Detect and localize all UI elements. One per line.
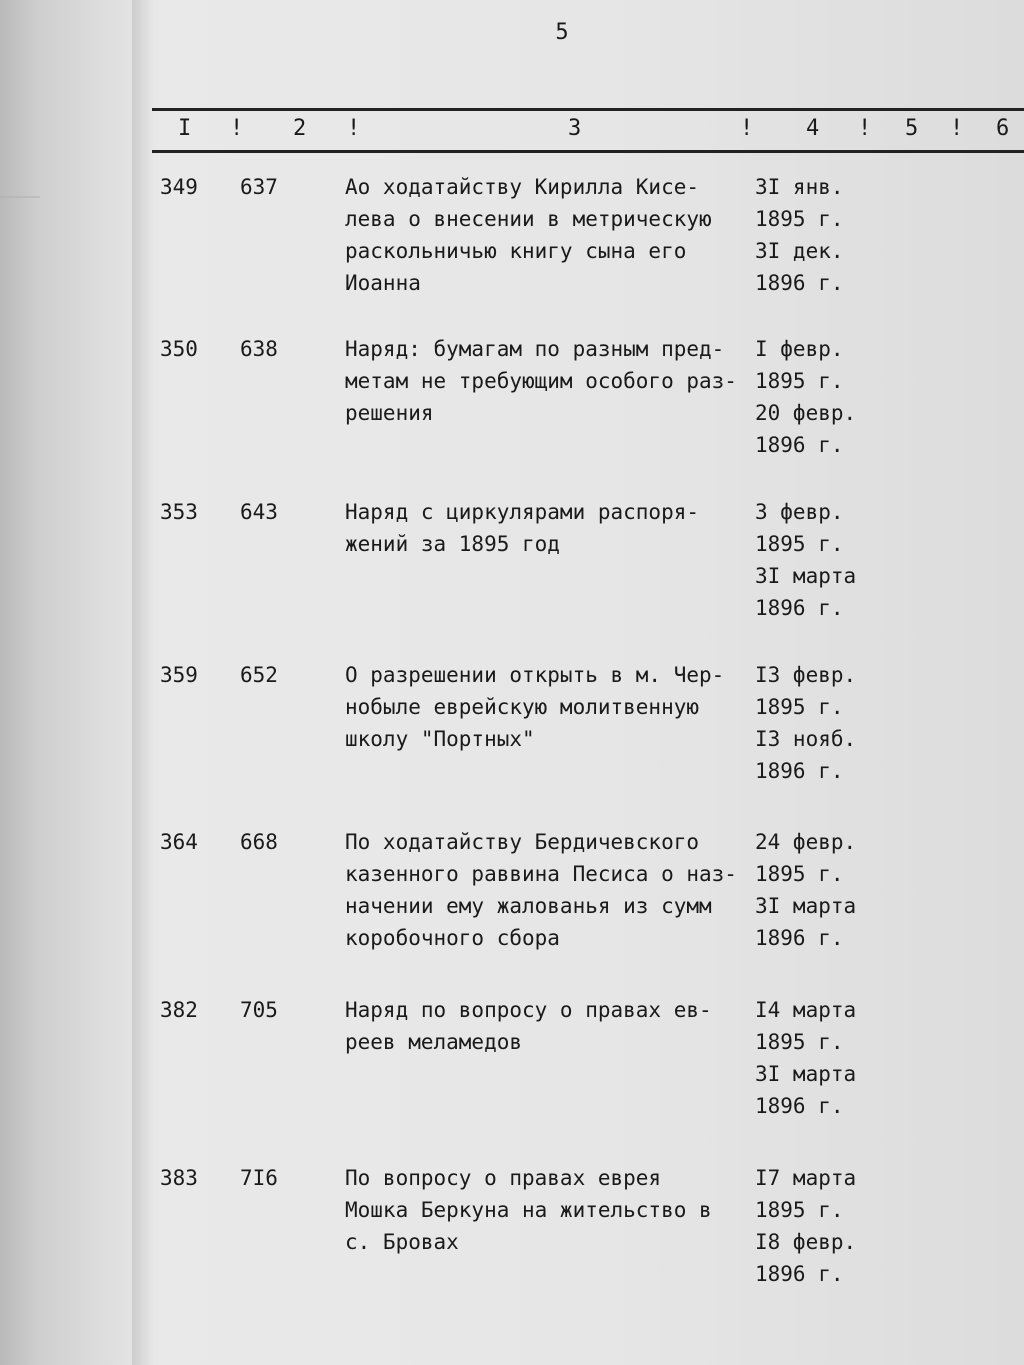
record-number: 353: [160, 500, 198, 524]
title-line: раскольничью книгу сына его: [345, 239, 687, 263]
record-title: [345, 659, 755, 755]
title-line: метам не требующим особого раз-: [345, 369, 737, 393]
title-line: решения: [345, 401, 434, 425]
date-line: I8 февр.: [755, 1230, 857, 1254]
record-title: [345, 496, 755, 560]
date-line: 1896 г.: [755, 1094, 844, 1118]
file-number: 652: [240, 663, 278, 687]
record-dates: [755, 659, 885, 787]
date-line: I7 марта: [755, 1166, 857, 1190]
title-line: начении ему жалованья из сумм: [345, 894, 712, 918]
date-line: 3I марта: [755, 1062, 857, 1086]
header-rule-top: [152, 108, 1024, 111]
title-line: Наряд по вопросу о правах ев-: [345, 998, 712, 1022]
date-line: 1895 г.: [755, 1198, 844, 1222]
date-line: 1895 г.: [755, 862, 844, 886]
title-line: Наряд с циркулярами распоря-: [345, 500, 700, 524]
record-number: 350: [160, 337, 198, 361]
date-line: I3 февр.: [755, 663, 857, 687]
date-line: I3 нояб.: [755, 727, 857, 751]
record-number: 349: [160, 175, 198, 199]
file-number: 7I6: [240, 1166, 278, 1190]
date-line: 1896 г.: [755, 759, 844, 783]
page-number: 5: [555, 20, 569, 45]
title-line: О разрешении открыть в м. Чер-: [345, 663, 725, 687]
title-line: Наряд: бумагам по разным пред-: [345, 337, 725, 361]
date-line: 1896 г.: [755, 271, 844, 295]
date-line: 3 февр.: [755, 500, 844, 524]
record-title: [345, 333, 755, 429]
file-number: 638: [240, 337, 278, 361]
header-separator: !: [950, 116, 964, 141]
record-dates: [755, 333, 885, 461]
title-line: школу "Портных": [345, 727, 535, 751]
title-line: По ходатайству Бердичевского: [345, 830, 700, 854]
header-col-2: 2: [293, 116, 307, 141]
date-line: I февр.: [755, 337, 844, 361]
record-dates: [755, 826, 885, 954]
header-separator: !: [740, 116, 754, 141]
date-line: 1895 г.: [755, 695, 844, 719]
file-number: 668: [240, 830, 278, 854]
header-col-1: I: [178, 116, 192, 141]
date-line: I4 марта: [755, 998, 857, 1022]
record-dates: [755, 496, 885, 624]
file-number: 643: [240, 500, 278, 524]
date-line: 3I дек.: [755, 239, 844, 263]
header-col-4: 4: [806, 116, 820, 141]
date-line: 20 февр.: [755, 401, 857, 425]
record-title: [345, 994, 755, 1058]
date-line: 1895 г.: [755, 369, 844, 393]
title-line: Мошка Беркуна на жительство в: [345, 1198, 712, 1222]
header-separator: !: [347, 116, 361, 141]
title-line: лева о внесении в метрическую: [345, 207, 712, 231]
header-col-6: 6: [996, 116, 1010, 141]
date-line: 3I марта: [755, 564, 857, 588]
header-rule-bottom: [152, 150, 1024, 153]
gutter-shadow: [132, 0, 154, 1365]
date-line: 1896 г.: [755, 926, 844, 950]
file-number: 705: [240, 998, 278, 1022]
title-line: Ао ходатайству Кирилла Кисе-: [345, 175, 700, 199]
date-line: 1896 г.: [755, 1262, 844, 1286]
title-line: казенного раввина Песиса о наз-: [345, 862, 737, 886]
title-line: Иоанна: [345, 271, 421, 295]
date-line: 3I янв.: [755, 175, 844, 199]
date-line: 1895 г.: [755, 532, 844, 556]
title-line: реев меламедов: [345, 1030, 523, 1054]
header-separator: !: [858, 116, 872, 141]
title-line: По вопросу о правах еврея: [345, 1166, 662, 1190]
record-dates: [755, 171, 885, 299]
record-number: 383: [160, 1166, 198, 1190]
title-line: коробочного сбора: [345, 926, 560, 950]
header-col-3: 3: [568, 116, 582, 141]
file-number: 637: [240, 175, 278, 199]
record-dates: [755, 994, 885, 1122]
date-line: 1896 г.: [755, 433, 844, 457]
show-through-mark: [0, 178, 40, 198]
title-line: с. Бровах: [345, 1230, 459, 1254]
date-line: 1895 г.: [755, 1030, 844, 1054]
record-title: [345, 826, 755, 954]
record-number: 382: [160, 998, 198, 1022]
record-number: 364: [160, 830, 198, 854]
date-line: 3I марта: [755, 894, 857, 918]
title-line: нобыле еврейскую молитвенную: [345, 695, 700, 719]
header-col-5: 5: [905, 116, 919, 141]
record-title: [345, 1162, 755, 1258]
record-dates: [755, 1162, 885, 1290]
record-title: [345, 171, 755, 299]
record-number: 359: [160, 663, 198, 687]
header-separator: !: [230, 116, 244, 141]
date-line: 24 февр.: [755, 830, 857, 854]
title-line: жений за 1895 год: [345, 532, 560, 556]
date-line: 1896 г.: [755, 596, 844, 620]
date-line: 1895 г.: [755, 207, 844, 231]
